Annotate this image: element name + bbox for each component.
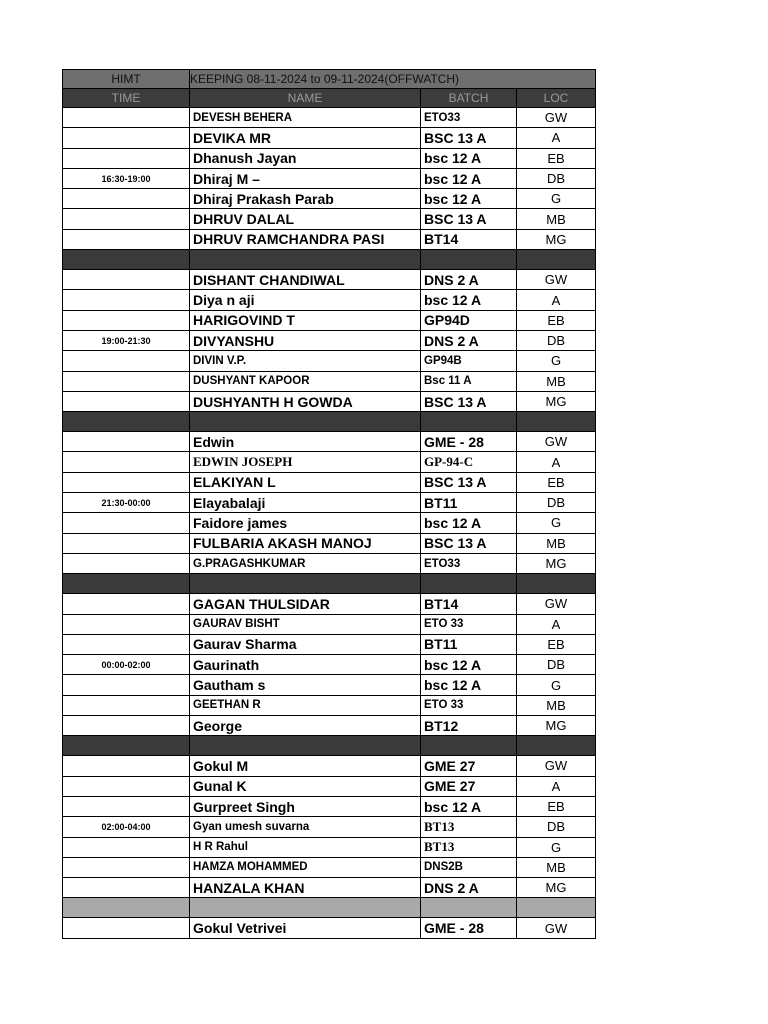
- location-cell: A: [517, 614, 596, 634]
- time-cell: [63, 553, 190, 573]
- table-row: [63, 229, 596, 249]
- table-row: [63, 452, 596, 472]
- person-name: Gaurav Sharma: [190, 634, 421, 654]
- batch-cell: GP-94-C: [421, 452, 517, 472]
- location-cell: MB: [517, 695, 596, 715]
- person-name: DIVIN V.P.: [190, 351, 421, 371]
- time-cell: [63, 675, 190, 695]
- separator-cell: [63, 412, 190, 432]
- table-row: [63, 716, 596, 736]
- time-cell: [63, 756, 190, 776]
- time-slot-label: 19:00-21:30: [63, 330, 190, 350]
- batch-cell: BT11: [421, 493, 517, 513]
- location-cell: MG: [517, 553, 596, 573]
- table-row: [63, 432, 596, 452]
- person-name: GEETHAN R: [190, 695, 421, 715]
- location-cell: G: [517, 675, 596, 695]
- batch-cell: ETO33: [421, 553, 517, 573]
- person-name: DHRUV DALAL: [190, 209, 421, 229]
- location-cell: MB: [517, 857, 596, 877]
- time-cell: [63, 391, 190, 411]
- separator-cell: [190, 574, 421, 594]
- person-name: Gurpreet Singh: [190, 796, 421, 816]
- org-label: HIMT: [63, 70, 190, 89]
- table-row: [63, 351, 596, 371]
- person-name: DEVESH BEHERA: [190, 108, 421, 128]
- person-name: Gokul M: [190, 756, 421, 776]
- group-separator-row: [63, 898, 596, 918]
- location-cell: DB: [517, 655, 596, 675]
- time-cell: [63, 878, 190, 898]
- person-name: DISHANT CHANDIWAL: [190, 270, 421, 290]
- batch-cell: ETO 33: [421, 614, 517, 634]
- time-cell: [63, 614, 190, 634]
- person-name: Edwin: [190, 432, 421, 452]
- batch-cell: DNS 2 A: [421, 330, 517, 350]
- person-name: DIVYANSHU: [190, 330, 421, 350]
- table-row: [63, 108, 596, 128]
- location-cell: MG: [517, 391, 596, 411]
- location-cell: GW: [517, 918, 596, 938]
- batch-cell: GME 27: [421, 776, 517, 796]
- table-row: [63, 472, 596, 492]
- table-row: [63, 776, 596, 796]
- offwatch-keeping-table: [62, 69, 596, 939]
- time-cell: [63, 310, 190, 330]
- sheet-title: KEEPING 08-11-2024 to 09-11-2024(OFFWATCH): [190, 70, 517, 89]
- separator-cell: [421, 898, 517, 918]
- location-cell: A: [517, 452, 596, 472]
- batch-cell: BSC 13 A: [421, 128, 517, 148]
- table-row: [63, 168, 596, 188]
- table-row: [63, 128, 596, 148]
- time-cell: [63, 108, 190, 128]
- time-cell: [63, 452, 190, 472]
- table-row: [63, 817, 596, 837]
- location-cell: MB: [517, 209, 596, 229]
- location-cell: A: [517, 776, 596, 796]
- location-cell: G: [517, 837, 596, 857]
- time-cell: [63, 128, 190, 148]
- group-separator-row: [63, 250, 596, 270]
- location-cell: GW: [517, 594, 596, 614]
- separator-cell: [517, 574, 596, 594]
- batch-cell: BT14: [421, 594, 517, 614]
- batch-cell: BT13: [421, 817, 517, 837]
- table-row: [63, 756, 596, 776]
- location-cell: G: [517, 189, 596, 209]
- location-cell: A: [517, 290, 596, 310]
- separator-cell: [421, 736, 517, 756]
- batch-cell: bsc 12 A: [421, 189, 517, 209]
- batch-cell: Bsc 11 A: [421, 371, 517, 391]
- person-name: Gyan umesh suvarna: [190, 817, 421, 837]
- batch-cell: DNS2B: [421, 857, 517, 877]
- separator-cell: [63, 898, 190, 918]
- table-row: [63, 553, 596, 573]
- person-name: GAURAV BISHT: [190, 614, 421, 634]
- table-row: [63, 594, 596, 614]
- time-cell: [63, 290, 190, 310]
- batch-cell: BT13: [421, 837, 517, 857]
- batch-cell: ETO 33: [421, 695, 517, 715]
- time-cell: [63, 351, 190, 371]
- location-cell: MB: [517, 533, 596, 553]
- batch-cell: GME 27: [421, 756, 517, 776]
- time-cell: [63, 594, 190, 614]
- time-slot-label: 00:00-02:00: [63, 655, 190, 675]
- column-header-time: TIME: [63, 89, 190, 108]
- batch-cell: GP94B: [421, 351, 517, 371]
- time-cell: [63, 472, 190, 492]
- time-cell: [63, 796, 190, 816]
- group-separator-row: [63, 736, 596, 756]
- table-row: [63, 330, 596, 350]
- person-name: ELAKIYAN L: [190, 472, 421, 492]
- table-row: [63, 371, 596, 391]
- separator-cell: [517, 736, 596, 756]
- time-cell: [63, 189, 190, 209]
- batch-cell: GME - 28: [421, 918, 517, 938]
- person-name: George: [190, 716, 421, 736]
- location-cell: DB: [517, 330, 596, 350]
- batch-cell: DNS 2 A: [421, 270, 517, 290]
- location-cell: GW: [517, 756, 596, 776]
- table-row: [63, 209, 596, 229]
- location-cell: EB: [517, 634, 596, 654]
- person-name: Gautham s: [190, 675, 421, 695]
- title-row: [63, 70, 596, 89]
- table-row: [63, 391, 596, 411]
- person-name: GAGAN THULSIDAR: [190, 594, 421, 614]
- group-separator-row: [63, 574, 596, 594]
- location-cell: MG: [517, 716, 596, 736]
- batch-cell: bsc 12 A: [421, 655, 517, 675]
- batch-cell: GME - 28: [421, 432, 517, 452]
- separator-cell: [190, 412, 421, 432]
- person-name: H R Rahul: [190, 837, 421, 857]
- time-cell: [63, 209, 190, 229]
- batch-cell: BT14: [421, 229, 517, 249]
- location-cell: G: [517, 513, 596, 533]
- location-cell: G: [517, 351, 596, 371]
- time-cell: [63, 432, 190, 452]
- location-cell: EB: [517, 796, 596, 816]
- location-cell: DB: [517, 168, 596, 188]
- table-row: [63, 270, 596, 290]
- separator-cell: [421, 412, 517, 432]
- time-cell: [63, 857, 190, 877]
- separator-cell: [63, 250, 190, 270]
- location-cell: EB: [517, 472, 596, 492]
- separator-cell: [190, 898, 421, 918]
- location-cell: MG: [517, 878, 596, 898]
- batch-cell: ETO33: [421, 108, 517, 128]
- time-cell: [63, 918, 190, 938]
- time-cell: [63, 695, 190, 715]
- person-name: Dhiraj M –: [190, 168, 421, 188]
- location-cell: DB: [517, 493, 596, 513]
- separator-cell: [517, 412, 596, 432]
- table-row: [63, 857, 596, 877]
- time-cell: [63, 837, 190, 857]
- batch-cell: bsc 12 A: [421, 168, 517, 188]
- person-name: Gaurinath: [190, 655, 421, 675]
- separator-cell: [63, 736, 190, 756]
- batch-cell: BT12: [421, 716, 517, 736]
- batch-cell: BSC 13 A: [421, 472, 517, 492]
- location-cell: GW: [517, 270, 596, 290]
- separator-cell: [421, 574, 517, 594]
- time-cell: [63, 716, 190, 736]
- person-name: DEVIKA MR: [190, 128, 421, 148]
- person-name: Dhiraj Prakash Parab: [190, 189, 421, 209]
- column-header-row: [63, 89, 596, 108]
- batch-cell: bsc 12 A: [421, 290, 517, 310]
- separator-cell: [190, 250, 421, 270]
- batch-cell: GP94D: [421, 310, 517, 330]
- location-cell: EB: [517, 148, 596, 168]
- table-row: [63, 878, 596, 898]
- title-blank-cell: [517, 70, 596, 89]
- location-cell: EB: [517, 310, 596, 330]
- batch-cell: bsc 12 A: [421, 148, 517, 168]
- time-cell: [63, 148, 190, 168]
- time-cell: [63, 776, 190, 796]
- table-row: [63, 918, 596, 938]
- table-row: [63, 290, 596, 310]
- person-name: HAMZA MOHAMMED: [190, 857, 421, 877]
- person-name: Elayabalaji: [190, 493, 421, 513]
- group-separator-row: [63, 412, 596, 432]
- person-name: HARIGOVIND T: [190, 310, 421, 330]
- table-row: [63, 513, 596, 533]
- person-name: Diya n aji: [190, 290, 421, 310]
- batch-cell: BSC 13 A: [421, 533, 517, 553]
- table-row: [63, 189, 596, 209]
- separator-cell: [517, 898, 596, 918]
- person-name: EDWIN JOSEPH: [190, 452, 421, 472]
- person-name: Faidore james: [190, 513, 421, 533]
- table-row: [63, 493, 596, 513]
- person-name: Dhanush Jayan: [190, 148, 421, 168]
- table-row: [63, 148, 596, 168]
- column-header-loc: LOC: [517, 89, 596, 108]
- table-row: [63, 634, 596, 654]
- time-cell: [63, 533, 190, 553]
- person-name: DUSHYANT KAPOOR: [190, 371, 421, 391]
- table-row: [63, 695, 596, 715]
- column-header-name: NAME: [190, 89, 421, 108]
- batch-cell: bsc 12 A: [421, 513, 517, 533]
- separator-cell: [421, 250, 517, 270]
- time-cell: [63, 229, 190, 249]
- person-name: G.PRAGASHKUMAR: [190, 553, 421, 573]
- location-cell: MG: [517, 229, 596, 249]
- person-name: HANZALA KHAN: [190, 878, 421, 898]
- person-name: Gokul Vetrivei: [190, 918, 421, 938]
- batch-cell: BSC 13 A: [421, 391, 517, 411]
- location-cell: GW: [517, 432, 596, 452]
- person-name: DHRUV RAMCHANDRA PASI: [190, 229, 421, 249]
- table-row: [63, 796, 596, 816]
- table-row: [63, 655, 596, 675]
- batch-cell: bsc 12 A: [421, 675, 517, 695]
- table-row: [63, 533, 596, 553]
- location-cell: A: [517, 128, 596, 148]
- table-row: [63, 310, 596, 330]
- time-slot-label: 16:30-19:00: [63, 168, 190, 188]
- time-slot-label: 21:30-00:00: [63, 493, 190, 513]
- table-row: [63, 614, 596, 634]
- time-cell: [63, 270, 190, 290]
- time-cell: [63, 371, 190, 391]
- batch-cell: BSC 13 A: [421, 209, 517, 229]
- separator-cell: [517, 250, 596, 270]
- location-cell: MB: [517, 371, 596, 391]
- batch-cell: BT11: [421, 634, 517, 654]
- separator-cell: [63, 574, 190, 594]
- table-row: [63, 837, 596, 857]
- person-name: Gunal K: [190, 776, 421, 796]
- person-name: DUSHYANTH H GOWDA: [190, 391, 421, 411]
- time-cell: [63, 634, 190, 654]
- column-header-batch: BATCH: [421, 89, 517, 108]
- batch-cell: DNS 2 A: [421, 878, 517, 898]
- location-cell: GW: [517, 108, 596, 128]
- batch-cell: bsc 12 A: [421, 796, 517, 816]
- person-name: FULBARIA AKASH MANOJ: [190, 533, 421, 553]
- table-row: [63, 675, 596, 695]
- location-cell: DB: [517, 817, 596, 837]
- time-cell: [63, 513, 190, 533]
- time-slot-label: 02:00-04:00: [63, 817, 190, 837]
- separator-cell: [190, 736, 421, 756]
